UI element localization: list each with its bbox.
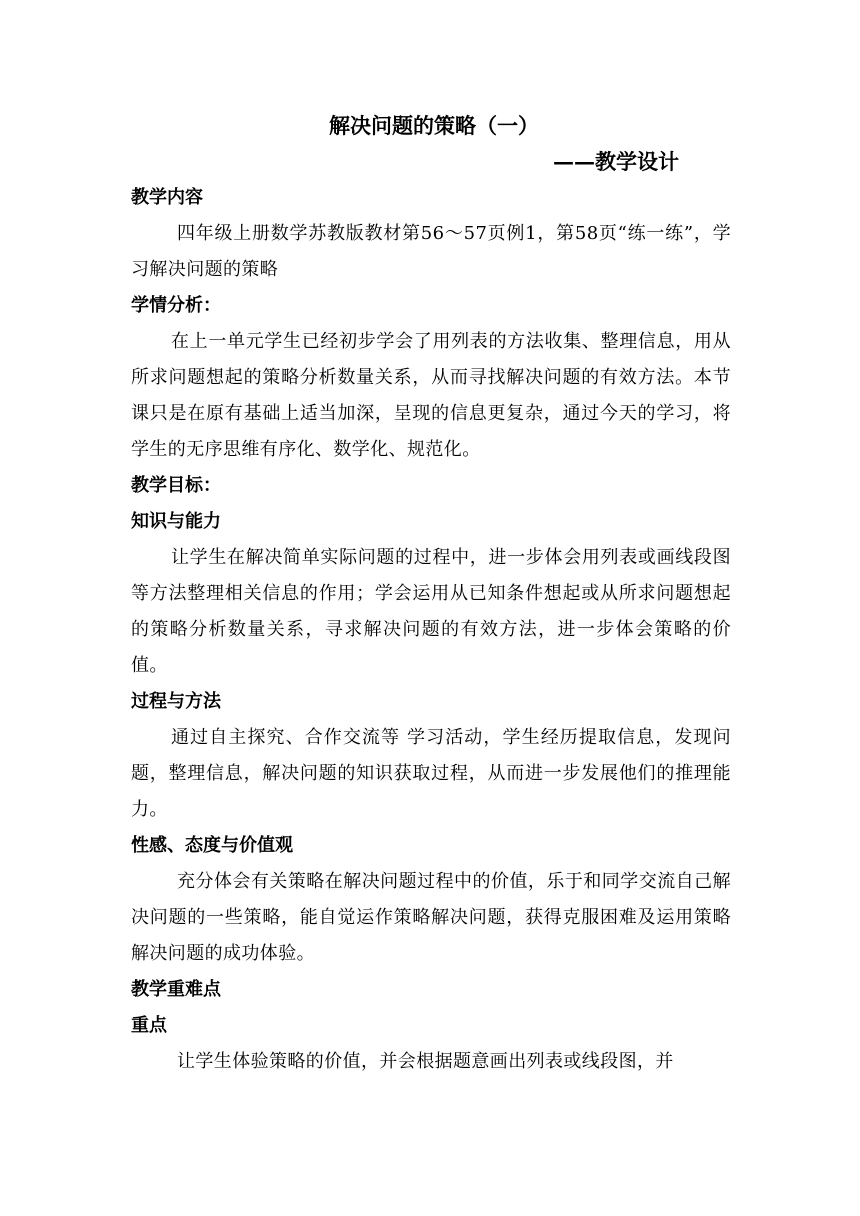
document-subtitle: ——教学设计 xyxy=(553,149,679,174)
section-text-knowledge-ability: 让学生在解决简单实际问题的过程中，进一步体会用列表或画线段图等方法整理相关信息的作用；学会运用从已知条件想起或从所求问题想起的策略分析数量关系，寻求解决问题的有效方法，进一步体会策略的价值。 xyxy=(131,547,731,676)
document-title: 解决问题的策略（一） xyxy=(329,113,539,138)
section-text-key-points: 让学生体验策略的价值，并会根据题意画出列表或线段图，并 xyxy=(177,1051,674,1072)
section-heading-key-difficult-points: 教学重难点 xyxy=(131,979,221,1000)
section-heading-knowledge-ability: 知识与能力 xyxy=(131,511,221,532)
document-body xyxy=(131,180,731,1080)
section-heading-key-points: 重点 xyxy=(131,1015,167,1036)
section-text-learner-analysis: 在上一单元学生已经初步学会了用列表的方法收集、整理信息，用从所求问题想起的策略分析数量关系，从而寻找解决问题的有效方法。本节课只是在原有基础上适当加深，呈现的信息更复杂，通过今天的学习，将学生的无序思维有序化、数学化、规范化。 xyxy=(131,331,731,460)
section-text-attitude-values: 充分体会有关策略在解决问题过程中的价值，乐于和同学交流自己解决问题的一些策略，能自觉运作策略解决问题，获得克服困难及运用策略解决问题的成功体验。 xyxy=(131,871,731,964)
section-heading-teaching-goals: 教学目标： xyxy=(131,475,221,496)
section-text-process-method: 通过自主探究、合作交流等 学习活动，学生经历提取信息，发现问题，整理信息，解决问题的知识获取过程，从而进一步发展他们的推理能力。 xyxy=(131,727,731,820)
section-text-teaching-content: 四年级上册数学苏教版教材第56～57页例1，第58页“练一练”，学习解决问题的策略 xyxy=(131,223,731,280)
section-heading-teaching-content: 教学内容 xyxy=(131,187,203,208)
section-heading-process-method: 过程与方法 xyxy=(131,691,221,712)
section-heading-learner-analysis: 学情分析： xyxy=(131,295,221,316)
section-heading-attitude-values: 性感、态度与价值观 xyxy=(131,835,293,856)
